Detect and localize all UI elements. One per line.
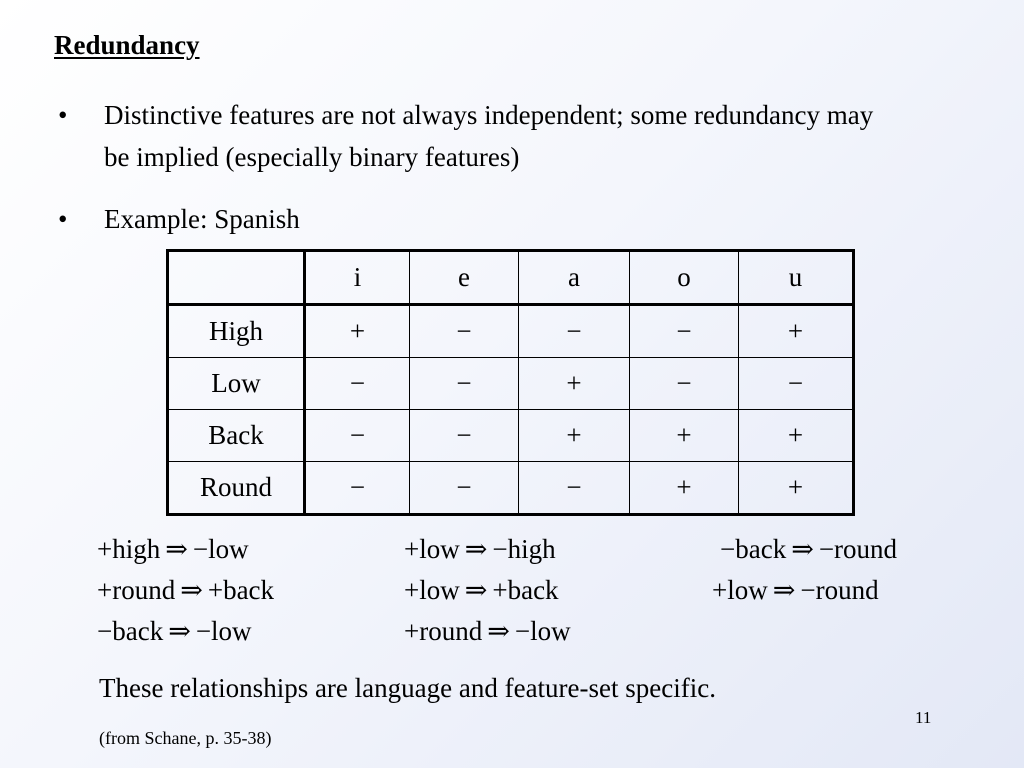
rule-premise: +round — [404, 616, 483, 646]
table-cell: − — [410, 410, 519, 462]
row-label: Back — [168, 410, 305, 462]
rule-premise: +low — [712, 575, 768, 605]
implies-symbol: ⇒ — [180, 575, 203, 605]
rule-conclusion: −high — [492, 534, 556, 564]
bullet-item — [58, 198, 938, 240]
rule-conclusion: −round — [818, 534, 898, 564]
table-cell: + — [305, 305, 410, 358]
redundancy-rule — [97, 570, 274, 611]
column-header: e — [410, 251, 519, 305]
table-cell: + — [739, 305, 854, 358]
table-cell: − — [410, 305, 519, 358]
table-cell: − — [305, 358, 410, 410]
implies-symbol: ⇒ — [772, 575, 796, 605]
table-header-row — [168, 251, 854, 305]
redundancy-rule — [404, 611, 571, 652]
implies-symbol: ⇒ — [791, 534, 814, 564]
column-header: u — [739, 251, 854, 305]
table-cell: + — [739, 410, 854, 462]
table-cell: − — [630, 305, 739, 358]
table-row — [168, 358, 854, 410]
table-cell: + — [519, 358, 630, 410]
implies-symbol: ⇒ — [165, 534, 188, 564]
rule-premise: −back — [97, 616, 164, 646]
table-cell: − — [519, 462, 630, 515]
column-header: a — [519, 251, 630, 305]
table-row — [168, 410, 854, 462]
rule-premise: −back — [720, 534, 787, 564]
rule-conclusion: −low — [195, 616, 252, 646]
bullet-marker: • — [58, 204, 68, 234]
bullet-item — [58, 94, 938, 178]
table-cell: + — [630, 410, 739, 462]
table-cell: + — [630, 462, 739, 515]
rule-premise: +high — [97, 534, 161, 564]
rule-conclusion: −low — [514, 616, 571, 646]
table-corner-cell — [168, 251, 305, 305]
rule-conclusion: +back — [492, 575, 559, 605]
row-label: High — [168, 305, 305, 358]
table-cell: − — [410, 462, 519, 515]
rule-conclusion: +back — [207, 575, 275, 605]
row-label: Low — [168, 358, 305, 410]
bullet-marker: • — [58, 100, 68, 130]
table-cell: + — [519, 410, 630, 462]
slide-title: Redundancy — [54, 30, 200, 60]
table-cell: − — [519, 305, 630, 358]
redundancy-rule — [720, 529, 897, 570]
rule-conclusion: −round — [800, 575, 879, 605]
rule-premise: +low — [404, 534, 460, 564]
implies-symbol: ⇒ — [168, 616, 191, 646]
table-cell: − — [630, 358, 739, 410]
table-cell: − — [410, 358, 519, 410]
bullet-text: Distinctive features are not always independent; some redundancy may be implied (especially binary features) — [104, 100, 874, 172]
table-cell: − — [739, 358, 854, 410]
feature-table — [166, 249, 855, 516]
column-header: i — [305, 251, 410, 305]
column-header: o — [630, 251, 739, 305]
bullet-text: Example: Spanish — [104, 204, 300, 234]
table-cell: − — [305, 462, 410, 515]
table-row — [168, 305, 854, 358]
row-label: Round — [168, 462, 305, 515]
redundancy-rule — [404, 570, 559, 611]
table-row — [168, 462, 854, 515]
redundancy-rule — [404, 529, 556, 570]
redundancy-rule — [712, 570, 879, 611]
page-number: 11 — [915, 708, 932, 727]
implies-symbol: ⇒ — [464, 534, 488, 564]
language-specific-note: These relationships are language and feature-set specific. — [99, 673, 716, 703]
redundancy-rule — [97, 529, 249, 570]
rule-premise: +low — [404, 575, 460, 605]
implies-symbol: ⇒ — [464, 575, 488, 605]
redundancy-rule — [97, 611, 252, 652]
table-cell: + — [739, 462, 854, 515]
implies-symbol: ⇒ — [487, 616, 510, 646]
table-cell: − — [305, 410, 410, 462]
rule-premise: +round — [97, 575, 176, 605]
source-citation: (from Schane, p. 35-38) — [99, 728, 272, 748]
rule-conclusion: −low — [192, 534, 249, 564]
